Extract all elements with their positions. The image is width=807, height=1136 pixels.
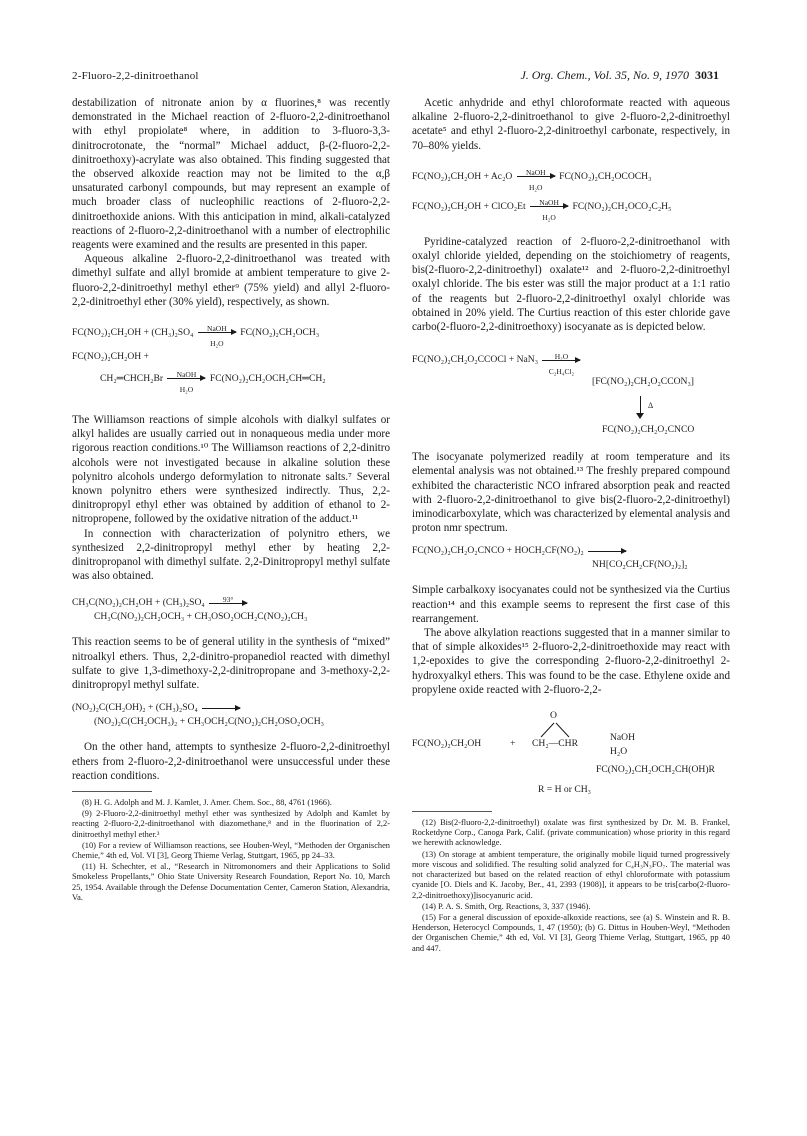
footnote: (8) H. G. Adolph and M. J. Kamlet, J. Amer. Chem. Soc., 88, 4761 (1966). <box>82 797 332 807</box>
paragraph: The above alkylation reactions suggested that in a manner similar to that of simple alkoxides¹⁵ 2-fluoro-2,2-dinitroethoxide may react with 1,2-epoxides to give the corresponding 2-fluoro-2,2-dinitroethyl 2-hydroxyalkyl ethers. This was found to be the case. Ethylene oxide and propylene oxide reacted with 2-fluoro-2,2- <box>412 627 730 696</box>
footnote: (10) For a review of Williamson reactions, see Houben-Weyl, “Methoden der Organischen Chemie,” 4th ed, Vol. VI [3], Georg Thieme Verlag, Stuttgart, 1965, pp 24–33. <box>72 840 390 860</box>
equation-reactants: FC(NO₂)₂CH₂O₂CNCO + HOCH₂CF(NO₂)₂ <box>412 545 584 557</box>
running-head: 2-Fluoro-2,2-dinitroethanol <box>72 70 199 82</box>
paragraph: The isocyanate polymerized readily at room temperature and its elemental analysis was not obtained.¹³ The freshly prepared compound exhibited the characteristic NCO infrared absorption peak and reacted with 2-fluoro-2,2-dinitroethanol to give bis(2-fluoro-2,2-dinitroethyl) iminodicarboxylate, which was characterized by elemental analysis and proton nmr spectrum. <box>412 451 730 535</box>
equation-reactants: FC(NO₂)₂CH₂OH + Ac₂O <box>412 170 513 182</box>
equation-reactant: FC(NO₂)₂CH₂OH <box>412 738 482 750</box>
paragraph: The Williamson reactions of simple alcohols with dialkyl sulfates or alkyl halides are usually carried out in nonaqueous media under more rigorous reaction conditions.¹⁰ The Williamson reactions of 2,2-dinitro alcohols were not investigated because in alkaline solution these polynitro alcohols undergo deformylation to nitronate salts.⁷ Several known polynitro ethers were synthesized indirectly. Thus, 2,2-dinitropropyl ethyl ether was obtained by addition of ethanol to 2-nitropropene, followed by the oxidative nitration of the adduct.¹¹ <box>72 414 390 526</box>
reaction-arrow <box>198 324 236 349</box>
equation-reactants: FC(NO₂)₂CH₂O₂CCOCl + NaN₃ <box>412 354 539 366</box>
equation <box>72 594 390 623</box>
footnote: (12) Bis(2-fluoro-2,2-dinitroethyl) oxalate was first synthesized by Dr. M. B. Frankel, Rocketdyne Corp., Canoga Park, Calif. (private communication) whose priority in this regard we herewith acknowledge. <box>412 818 730 848</box>
equation-reactants: CH₃C(NO₂)₂CH₂OH + (CH₃)₂SO₄ <box>72 597 205 609</box>
footnote-divider <box>72 791 152 792</box>
reaction-arrow <box>542 351 580 376</box>
equation-product: NH[CO₂CH₂CF(NO₂)₂]₂ <box>592 559 688 571</box>
equation <box>412 168 730 193</box>
arrow-label: NaOH <box>610 732 636 744</box>
footnote-divider <box>412 811 492 812</box>
left-column <box>72 96 390 904</box>
footnote: (14) P. A. S. Smith, Org. Reactions, 3, 337 (1946). <box>422 901 591 911</box>
paragraph: Pyridine-catalyzed reaction of 2-fluoro-2,2-dinitroethanol with oxalyl chloride yielded, depending on the stoichiometry of reagents, bis(2-fluoro-2,2-dinitroethyl) oxalate¹² and 2-fluoro-2,2-dinitroethyl oxalyl chloride. The bis ester was still the major product at a 1:1 ratio of the reagents but 2-fluoro-2,2-dinitroethyl oxalyl chloride was obtained in 20% yield. The Curtius reaction of this ester chloride gave carbo(2-fluoro-2,2-dinitroethoxy) isocyanate as is depicted below. <box>412 235 730 334</box>
down-arrow-head <box>636 413 644 419</box>
right-column <box>412 96 730 955</box>
heat-symbol: Δ <box>648 401 654 411</box>
equation-reactants: FC(NO₂)₂CH₂OH + ClCO₂Et <box>412 200 526 212</box>
arrow-label: NaOH <box>176 370 197 380</box>
equation-product: FC(NO₂)₂CH₂OCOCH₃ <box>559 170 652 182</box>
footnote: (15) For a general discussion of epoxide-alkoxide reactions, see (a) S. Winstein and R. B. Henderson, Heterocycl Compounds, 1, 47 (1950); (b) G. Dittus in Houben-Weyl, “Methoden der Organischen Chemie,” 4th ed, Vol. VI [3], Georg Thieme Verlag, Stuttgart, 1965, pp 40 and 447. <box>412 912 730 953</box>
paragraph: Simple carbalkoxy isocyanates could not be synthesized via the Curtius reaction¹⁴ and this example seems to represent the first case of this rearrangement. <box>412 584 730 625</box>
equation <box>412 545 730 571</box>
epoxide-oxygen: O <box>550 710 557 722</box>
reaction-arrow <box>167 370 205 395</box>
paragraph: In connection with characterization of polynitro ethers, we synthesized 2,2-dinitropropyl methyl ether by heating 2,2-dinitropropanol with dimethyl sulfate. 2,2-Dinitropropyl methyl sulfate was also obtained. <box>72 527 390 583</box>
reaction-arrow <box>517 168 555 193</box>
paragraph: destabilization of nitronate anion by α fluorines,⁸ was recently demonstrated in the Michael reaction of 2-fluoro-2,2-dinitroethanol with ethyl propiolate⁸ where, in addition to 3-fluoro-3,3-dinitrocrotonate, the “normal” Michael adduct, β-(2-fluoro-2,2-dinitroethoxy)-acrylate was also obtained. This finding suggested that the observed alkoxide reaction may not be limited to the α,β unsaturated carbonyl compounds, but may represent an example of much broader class of nucleophilic reactions of 2-fluoro-2,2-dinitroethoxide anions. With this anticipation in mind, alkali-catalyzed reactions of 2-fluoro-2,2-dinitroethanol with a number of electrophilic reagents were examined and the results are presented in this paper. <box>72 97 390 252</box>
paragraph: On the other hand, attempts to synthesize 2-fluoro-2,2-dinitroethyl ethers from 2-fluoro-2,2-dinitroethanol were unsuccessful under these reaction conditions. <box>72 741 390 782</box>
arrow-label: 93° <box>222 594 234 604</box>
reaction-arrow <box>588 551 626 552</box>
paragraph: This reaction seems to be of general utility in the synthesis of “mixed” nitroalkyl ethers. Thus, 2,2-dinitro-propanediol reacted with dimethyl sulfate to give 1,3-dimethoxy-2,2-dinitropropane and 3-methoxy-2,2-dinitropropyl methyl sulfate. <box>72 636 390 692</box>
equation <box>72 702 390 728</box>
footnote: (13) On storage at ambient temperature, the originally mobile liquid turned progressively more viscous and solidified. The resulting solid analyzed for C₄H₃N₃FO₇. The material was not characterized but based on the related reaction of ethyl chloroformate with potassium cyanide [O. Diels and K. Jacoby, Ber., 41, 2393 (1908)], it appears to be tris[carbo(2-fluoro-2,2-dinitroethoxy)]isocyanuric acid. <box>412 849 730 900</box>
equation-product: FC(NO₂)₂CH₂OCH₂CH(OH)R <box>596 764 715 776</box>
equation-reactants: FC(NO₂)₂CH₂OH + (CH₃)₂SO₄ <box>72 327 194 339</box>
plus-sign: + <box>510 738 516 750</box>
arrow-label: H₂O <box>179 385 194 395</box>
reaction-arrow <box>209 594 247 604</box>
equation-intermediate: [FC(NO₂)₂CH₂O₂CCON₃] <box>592 376 695 388</box>
journal-citation <box>520 68 719 83</box>
paragraph: Acetic anhydride and ethyl chloroformate reacted with aqueous alkaline 2-fluoro-2,2-dinitroethanol to give 2-fluoro-2,2-dinitroethyl acetate⁵ and ethyl 2-fluoro-2,2-dinitroethyl carbonate, respectively, in 70–80% yields. <box>412 97 730 152</box>
equation <box>412 351 730 438</box>
page-number: 3031 <box>695 68 719 82</box>
equation-product: FC(NO₂)₂CH₂O₂CNCO <box>602 424 695 436</box>
equation-product: FC(NO₂)₂CH₂OCH₂CH═CH₂ <box>209 373 326 385</box>
footnote: (9) 2-Fluoro-2,2-dinitroethyl methyl ether was synthesized by Adolph and Kamlet by reacting 2-fluoro-2,2-dinitroethanol with diazomethane,⁸ and in the fluorination of 2,2-dinitroethyl methyl ether.³ <box>72 809 390 839</box>
arrow-label: NaOH <box>525 168 546 178</box>
arrow-label: H₂O <box>554 351 569 361</box>
equation <box>72 351 390 395</box>
equation-product: FC(NO₂)₂CH₂OCO₂C₂H₅ <box>572 200 672 212</box>
arrow-label: C₂H₄Cl₂ <box>548 366 575 376</box>
arrow-label: H₂O <box>529 183 543 193</box>
arrow-label: H₂O <box>210 339 224 349</box>
equation <box>72 324 390 349</box>
arrow-label: NaOH <box>539 198 559 208</box>
epoxide-ring: CH₂—CHR <box>532 738 578 750</box>
equation-product: FC(NO₂)₂CH₂OCH₃ <box>240 327 320 339</box>
equation-product: (NO₂)₂C(CH₂OCH₃)₂ + CH₃OCH₂C(NO₂)₂CH₂OSO₂OCH₃ <box>94 716 324 728</box>
epoxide-reaction-scheme <box>412 709 730 799</box>
equation <box>412 198 730 223</box>
paragraph: Aqueous alkaline 2-fluoro-2,2-dinitroethanol was treated with dimethyl sulfate and allyl bromide at ambient temperature to give 2-fluoro-2,2-dinitroethyl methyl ether⁹ (75% yield) and allyl 2-fluoro-2,2-dinitroethyl ether (30% yield), respectively, as shown. <box>72 253 390 308</box>
arrow-label: NaOH <box>207 324 227 334</box>
substituent-legend: R = H or CH₃ <box>538 784 591 796</box>
arrow-label: H₂O <box>542 213 556 223</box>
equation-reactants: (NO₂)₂C(CH₂OH)₂ + (CH₃)₂SO₄ <box>72 702 198 714</box>
equation-line: FC(NO₂)₂CH₂OH + <box>72 351 150 363</box>
arrow-label: H₂O <box>610 746 628 758</box>
footnote: (11) H. Schechter, et al., “Research in Nitromonomers and their Applications to Solid Smokeless Propellants,” Ohio State University Research Foundation, Report No. 10, March 25, 1954. Available through the Defense Documentation Center, Cameron Station, Alexandria, Va. <box>72 862 390 902</box>
equation-reactants: CH₂═CHCH₂Br <box>100 373 164 385</box>
reaction-arrow <box>530 198 568 223</box>
journal-name: J. Org. Chem., Vol. 35, No. 9, 1970 <box>520 68 689 82</box>
equation-product: CH₃C(NO₂)₂CH₂OCH₃ + CH₃OSO₂OCH₂C(NO₂)₂CH₃ <box>94 611 308 623</box>
reaction-arrow <box>202 708 240 709</box>
